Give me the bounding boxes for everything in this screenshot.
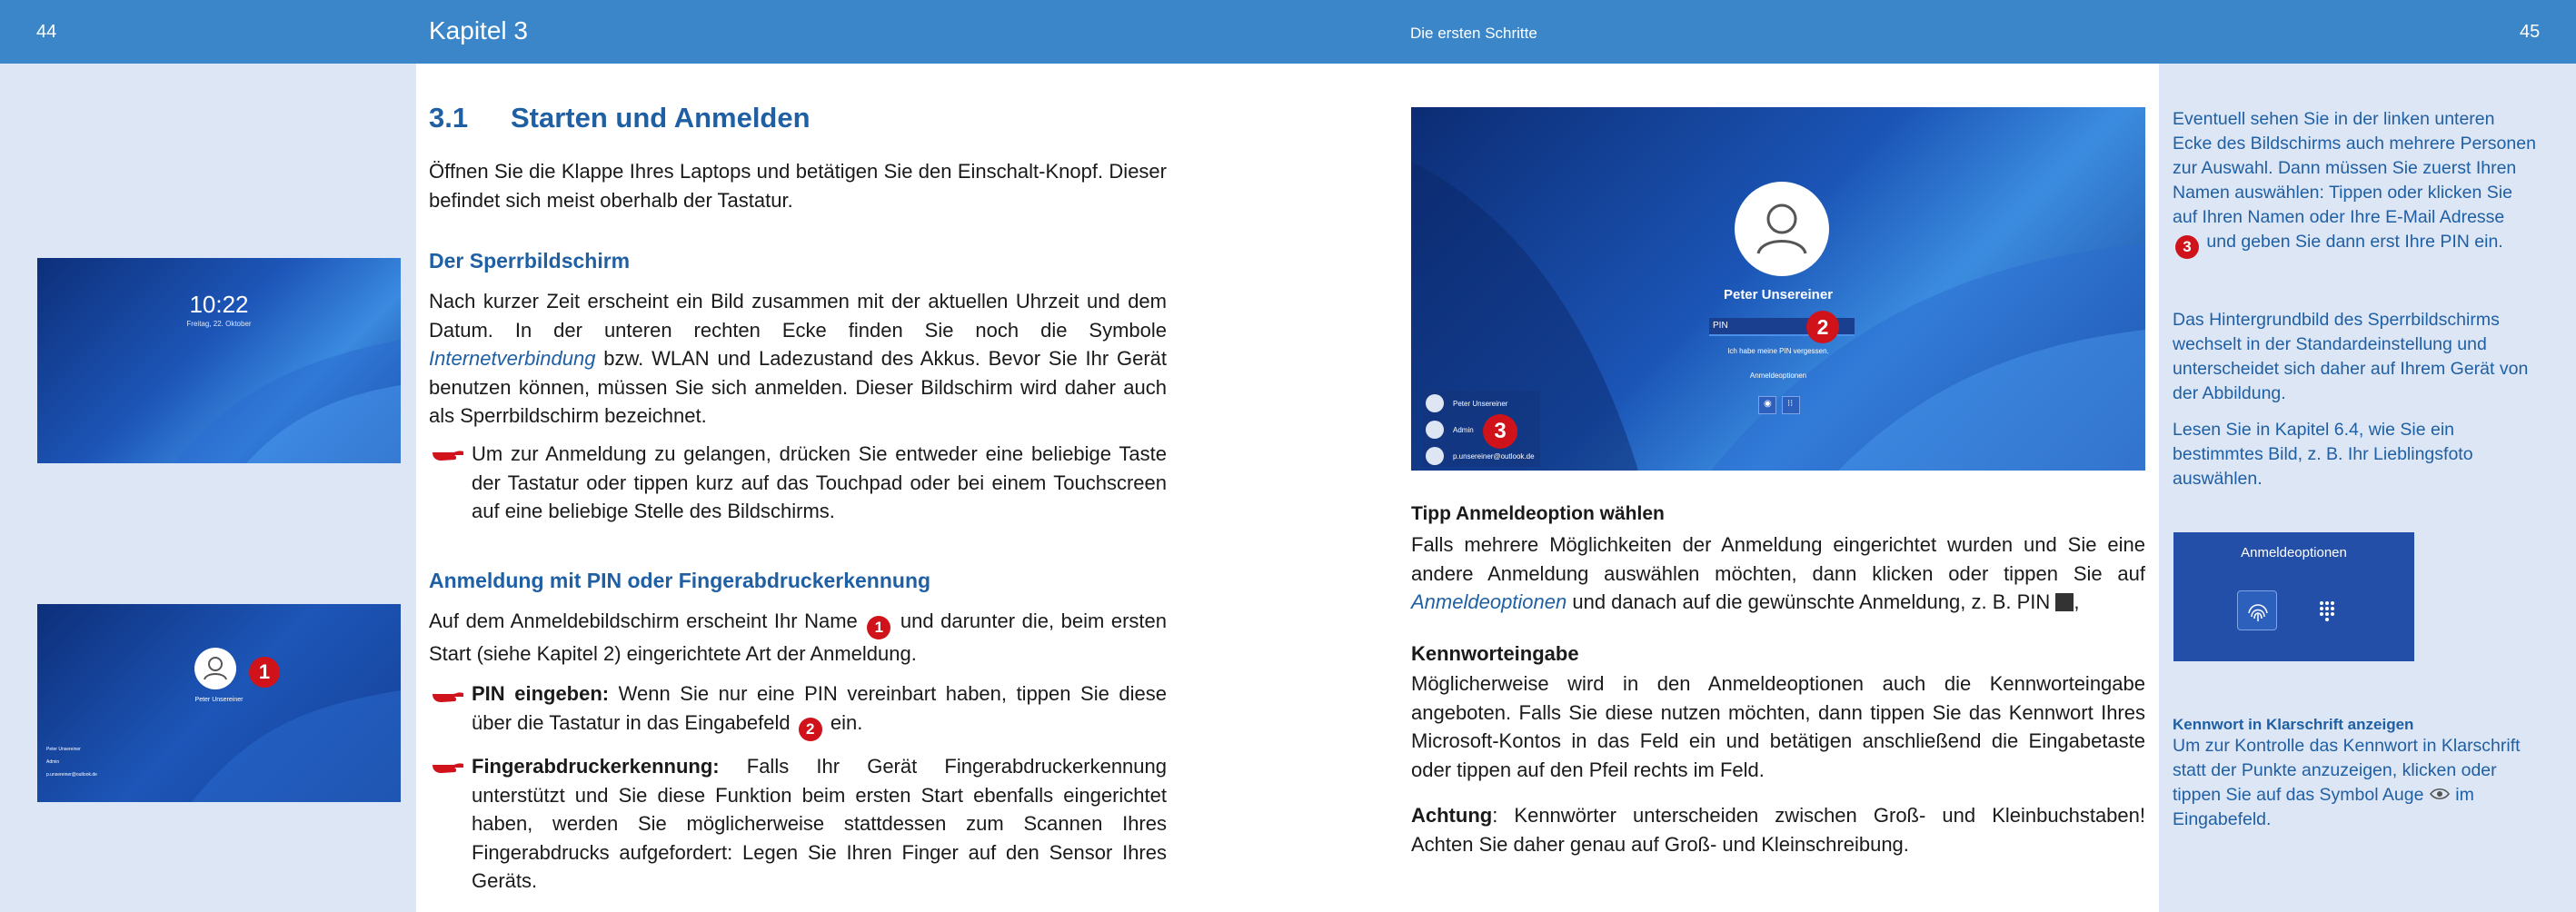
pointing-hand-icon <box>431 758 465 778</box>
wallpaper-swirl <box>37 258 401 463</box>
section-title: Starten und Anmelden <box>511 102 811 134</box>
login-screenshot <box>37 604 401 802</box>
sidenote-password <box>2173 734 2536 832</box>
callout-badge-2: 2 <box>799 718 822 741</box>
fingerprint-icon: ◉ <box>1764 399 1772 409</box>
lockscreen-paragraph <box>429 287 1167 431</box>
fingerprint-icon <box>2238 591 2278 631</box>
pin-keypad-icon <box>2055 593 2074 611</box>
user-avatar-icon <box>1735 182 1829 276</box>
sidenote-accounts <box>2173 107 2536 259</box>
section-number: 3.1 <box>429 102 469 134</box>
lockscreen-heading: Der Sperrbildschirm <box>429 249 631 273</box>
achtung-paragraph <box>1411 801 2145 858</box>
kennwort-paragraph: Möglicherweise wird in den Anmeldeoptionen auch die Kennworteingabe angeboten. Falls Sie diese nutzen möchten, dann tippen Sie das Kennwort Ihres Microsoft-Kontos in das Feld ein und betätigen anschließend die Eingabetaste oder tippen auf den Pfeil rechts im Feld. <box>1411 672 2145 781</box>
account-list-item[interactable]: p.unsereiner@outlook.de <box>46 772 97 778</box>
pin-paragraph <box>429 607 1167 669</box>
account-list-item[interactable]: Admin <box>46 759 60 765</box>
tipp-title: Tipp Anmeldeoption wählen <box>1411 503 1665 524</box>
fingerprint-bullet-label: Fingerabdruckerkennung: <box>472 755 720 778</box>
intro-paragraph: Öffnen Sie die Klappe Ihres Laptops und betätigen Sie den Einschalt-Knopf. Dieser befindet sich meist oberhalb der Tastatur. <box>429 160 1167 212</box>
pointing-hand-icon <box>431 687 465 707</box>
text-run: im Eingabefeld. <box>2173 785 2474 829</box>
panel-title: Anmeldeoptionen <box>2241 545 2347 560</box>
pin-bullet-label: PIN eingeben: <box>472 682 610 705</box>
text-run: Wenn Sie nur eine PIN vereinbart haben, tippen Sie diese über die Tastatur in das Eingabefeld <box>472 682 1167 734</box>
internet-link: Internetverbindung <box>429 347 596 370</box>
header-bar <box>0 0 2576 64</box>
text-run: Auf dem Anmeldebildschirm erscheint Ihr Name <box>429 610 865 632</box>
pointing-hand-icon <box>431 445 465 465</box>
pin-input-placeholder: PIN <box>1713 321 1728 331</box>
page-number-left: 44 <box>36 22 57 42</box>
account-avatar-icon <box>1426 394 1444 412</box>
text-run: Falls mehrere Möglichkeiten der Anmeldung eingerichtet wurden und Sie eine andere Anmeldung auswählen möchten, dann klicken oder tippen Sie auf <box>1411 533 2145 585</box>
pin-option-button[interactable] <box>2306 590 2346 630</box>
account-list-item[interactable]: Peter Unsereiner <box>1453 400 1508 408</box>
callout-badge-3: 3 <box>1483 414 1517 449</box>
text-run: und danach auf die gewünschte Anmeldung, z. B. PIN <box>1566 590 2056 613</box>
login-user-name: Peter Unsereiner <box>1723 287 1834 302</box>
text-run: , <box>2074 590 2080 613</box>
lock-clock: 10:22 <box>189 291 249 318</box>
running-head: Die ersten Schritte <box>1410 25 1537 42</box>
sign-in-options-panel <box>2173 532 2414 661</box>
text-run: Falls Ihr Gerät Fingerabdruckerkennung unterstützt und Sie diese Funktion beim ersten Start ebenfalls eingerichtet haben, werden Sie möglicherweise stattdessen zum Scannen Ihres Fingerabdrucks aufgefordert: Legen Sie Ihren Finger auf den Sensor Ihres Geräts. <box>472 755 1167 892</box>
login-screen-screenshot <box>1411 107 2145 471</box>
text-run: bzw. WLAN und Ladezustand des Akkus. Bevor Sie Ihr Gerät benutzen können, müssen Sie sich anmelden. Dieser Bildschirm wird daher auch als Sperrbildschirm bezeichnet. <box>429 347 1167 427</box>
lockscreen-bullet: Um zur Anmeldung zu gelangen, drücken Sie entweder eine beliebige Taste der Tastatur oder tippen kurz auf das Touchpad oder bei einem Touchscreen auf eine beliebige Stelle des Bildschirms. <box>472 442 1167 522</box>
text-run: und darunter die, beim ersten Start (siehe Kapitel 2) eingerichtete Art der Anmeldung. <box>429 610 1167 665</box>
pin-option-button[interactable] <box>1782 396 1800 414</box>
eye-icon <box>2429 785 2451 801</box>
person-glyph <box>1735 182 1829 276</box>
sidenote-password-title: Kennwort in Klarschrift anzeigen <box>2173 716 2414 733</box>
kennwort-title: Kennworteingabe <box>1411 642 1579 665</box>
anmeldeoptionen-link: Anmeldeoptionen <box>1411 590 1567 613</box>
text-run: ein. <box>824 710 863 734</box>
fingerprint-option-button[interactable] <box>1758 396 1776 414</box>
login-user-name: Peter Unsereiner <box>194 697 244 703</box>
callout-badge-2: 2 <box>1806 311 1839 343</box>
account-avatar-icon <box>1426 421 1444 439</box>
user-avatar-icon <box>194 648 236 689</box>
sidenote-wallpaper: Das Hintergrundbild des Sperrbildschirms wechselt in der Standardeinstellung und unterscheidet sich daher auf Ihrem Gerät von der Abbildung. <box>2173 310 2529 403</box>
eye-glyph <box>2429 786 2451 802</box>
sign-in-options-link[interactable]: Anmeldeoptionen <box>1749 372 1807 380</box>
account-list-item[interactable]: Peter Unsereiner <box>46 747 81 752</box>
chapter-title: Kapitel 3 <box>429 16 528 45</box>
callout-badge-1: 1 <box>867 616 890 639</box>
section-heading <box>429 102 811 134</box>
text-run: Nach kurzer Zeit erscheint ein Bild zusammen mit der aktuellen Uhrzeit und dem Datum. In der unteren rechten Ecke finden Sie noch die Symbole <box>429 290 1167 342</box>
person-glyph <box>194 648 236 689</box>
achtung-label: Achtung <box>1411 804 1493 827</box>
text-run: Eventuell sehen Sie in der linken unteren Ecke des Bildschirms auch mehrere Personen zur Auswahl. Dann müssen Sie zuerst Ihren Namen auswählen: Tippen oder klicken Sie auf Ihren Namen oder Ihre E-Mail Adresse <box>2173 109 2536 227</box>
page-number-right: 45 <box>2520 22 2541 42</box>
lock-date: Freitag, 22. Oktober <box>186 320 252 328</box>
pin-bullet <box>472 679 1167 741</box>
account-avatar-icon <box>1426 447 1444 465</box>
callout-badge-3: 3 <box>2175 235 2199 259</box>
text-run: Um zur Kontrolle das Kennwort in Klarschrift statt der Punkte anzuzeigen, klicken oder tippen Sie auf das Symbol Auge <box>2173 736 2521 805</box>
account-list-item[interactable]: Admin <box>1453 426 1474 434</box>
forgot-pin-link[interactable]: Ich habe meine PIN vergessen. <box>1727 347 1829 355</box>
account-list-item[interactable]: p.unsereiner@outlook.de <box>1453 452 1535 461</box>
pin-keypad-icon: ⁝⁝ <box>1787 399 1794 409</box>
fingerprint-option-button[interactable] <box>2237 590 2277 630</box>
sidenote-chapter-ref: Lesen Sie in Kapitel 6.4, wie Sie ein bestimmtes Bild, z. B. Ihr Lieblingsfoto auswählen. <box>2173 420 2473 489</box>
text-run: und geben Sie dann erst Ihre PIN ein. <box>2202 232 2503 252</box>
lockscreen-screenshot <box>37 258 401 463</box>
tipp-paragraph <box>1411 530 2145 617</box>
text-run: : Kennwörter unterscheiden zwischen Groß- und Kleinbuchstaben! Achten Sie daher genau auf Groß- und Kleinschreibung. <box>1411 804 2145 856</box>
pin-heading: Anmeldung mit PIN oder Fingerabdruckerkennung <box>429 569 931 592</box>
pin-keypad-icon <box>2307 591 2347 631</box>
fingerprint-bullet <box>472 752 1167 896</box>
callout-badge-1: 1 <box>249 657 280 688</box>
